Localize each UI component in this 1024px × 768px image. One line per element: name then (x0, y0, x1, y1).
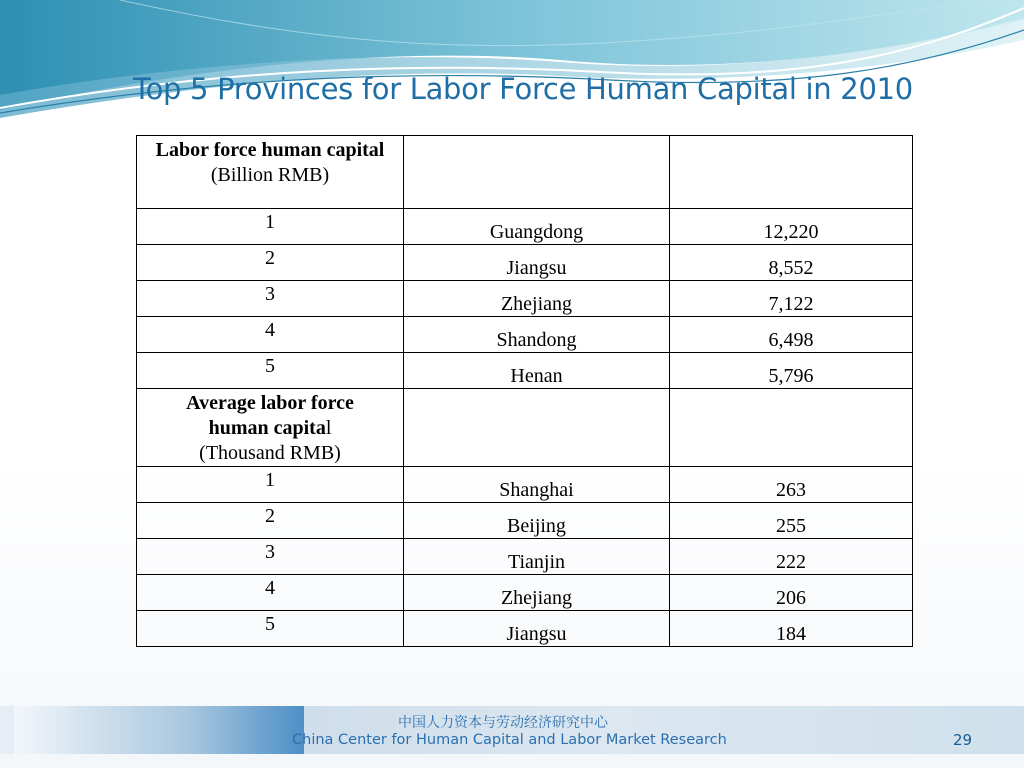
value-cell: 12,220 (670, 209, 913, 245)
value-cell: 255 (670, 503, 913, 539)
section2-label-cell (137, 389, 404, 467)
rank-cell: 4 (137, 317, 404, 353)
table-row (137, 245, 913, 281)
value-cell: 184 (670, 611, 913, 647)
empty-header-cell (670, 389, 913, 467)
empty-header-cell (404, 136, 670, 209)
rank-cell: 4 (137, 575, 404, 611)
province-cell: Zhejiang (404, 281, 670, 317)
province-cell: Beijing (404, 503, 670, 539)
table-row (137, 575, 913, 611)
section2-label-line2: human capita (208, 417, 326, 439)
value-cell: 7,122 (670, 281, 913, 317)
empty-header-cell (404, 389, 670, 467)
rank-cell: 1 (137, 467, 404, 503)
table-row (137, 317, 913, 353)
table-row (137, 209, 913, 245)
table-row (137, 503, 913, 539)
value-cell: 8,552 (670, 245, 913, 281)
province-cell: Guangdong (404, 209, 670, 245)
province-cell: Jiangsu (404, 611, 670, 647)
footer-org-english: China Center for Human Capital and Labor Market Research (292, 732, 727, 748)
section1-label: Labor force human capital (155, 139, 385, 161)
value-cell: 263 (670, 467, 913, 503)
rank-cell: 3 (137, 281, 404, 317)
province-cell: Jiangsu (404, 245, 670, 281)
province-cell: Zhejiang (404, 575, 670, 611)
section2-unit: (Thousand RMB) (199, 442, 341, 464)
footer-org-chinese: 中国人力资本与劳动经济研究中心 (398, 715, 608, 731)
table-row (137, 611, 913, 647)
page-number: 29 (953, 731, 973, 749)
province-cell: Shandong (404, 317, 670, 353)
value-cell: 206 (670, 575, 913, 611)
slide-title: Top 5 Provinces for Labor Force Human Capital in 2010 (133, 72, 913, 106)
table-section-header (137, 136, 913, 209)
table-section-header (137, 389, 913, 467)
table-row (137, 281, 913, 317)
province-cell: Shanghai (404, 467, 670, 503)
section1-label-cell (137, 136, 404, 209)
footer-accent (14, 706, 304, 754)
value-cell: 222 (670, 539, 913, 575)
value-cell: 5,796 (670, 353, 913, 389)
section1-unit: (Billion RMB) (210, 164, 330, 186)
provinces-table (136, 135, 913, 647)
value-cell: 6,498 (670, 317, 913, 353)
section2-label-tail: l (325, 417, 332, 439)
province-cell: Tianjin (404, 539, 670, 575)
rank-cell: 5 (137, 611, 404, 647)
rank-cell: 1 (137, 209, 404, 245)
rank-cell: 5 (137, 353, 404, 389)
province-cell: Henan (404, 353, 670, 389)
table-row (137, 467, 913, 503)
rank-cell: 3 (137, 539, 404, 575)
empty-header-cell (670, 136, 913, 209)
rank-cell: 2 (137, 245, 404, 281)
section2-label-line1: Average labor force (186, 392, 354, 414)
rank-cell: 2 (137, 503, 404, 539)
table-row (137, 353, 913, 389)
table-row (137, 539, 913, 575)
